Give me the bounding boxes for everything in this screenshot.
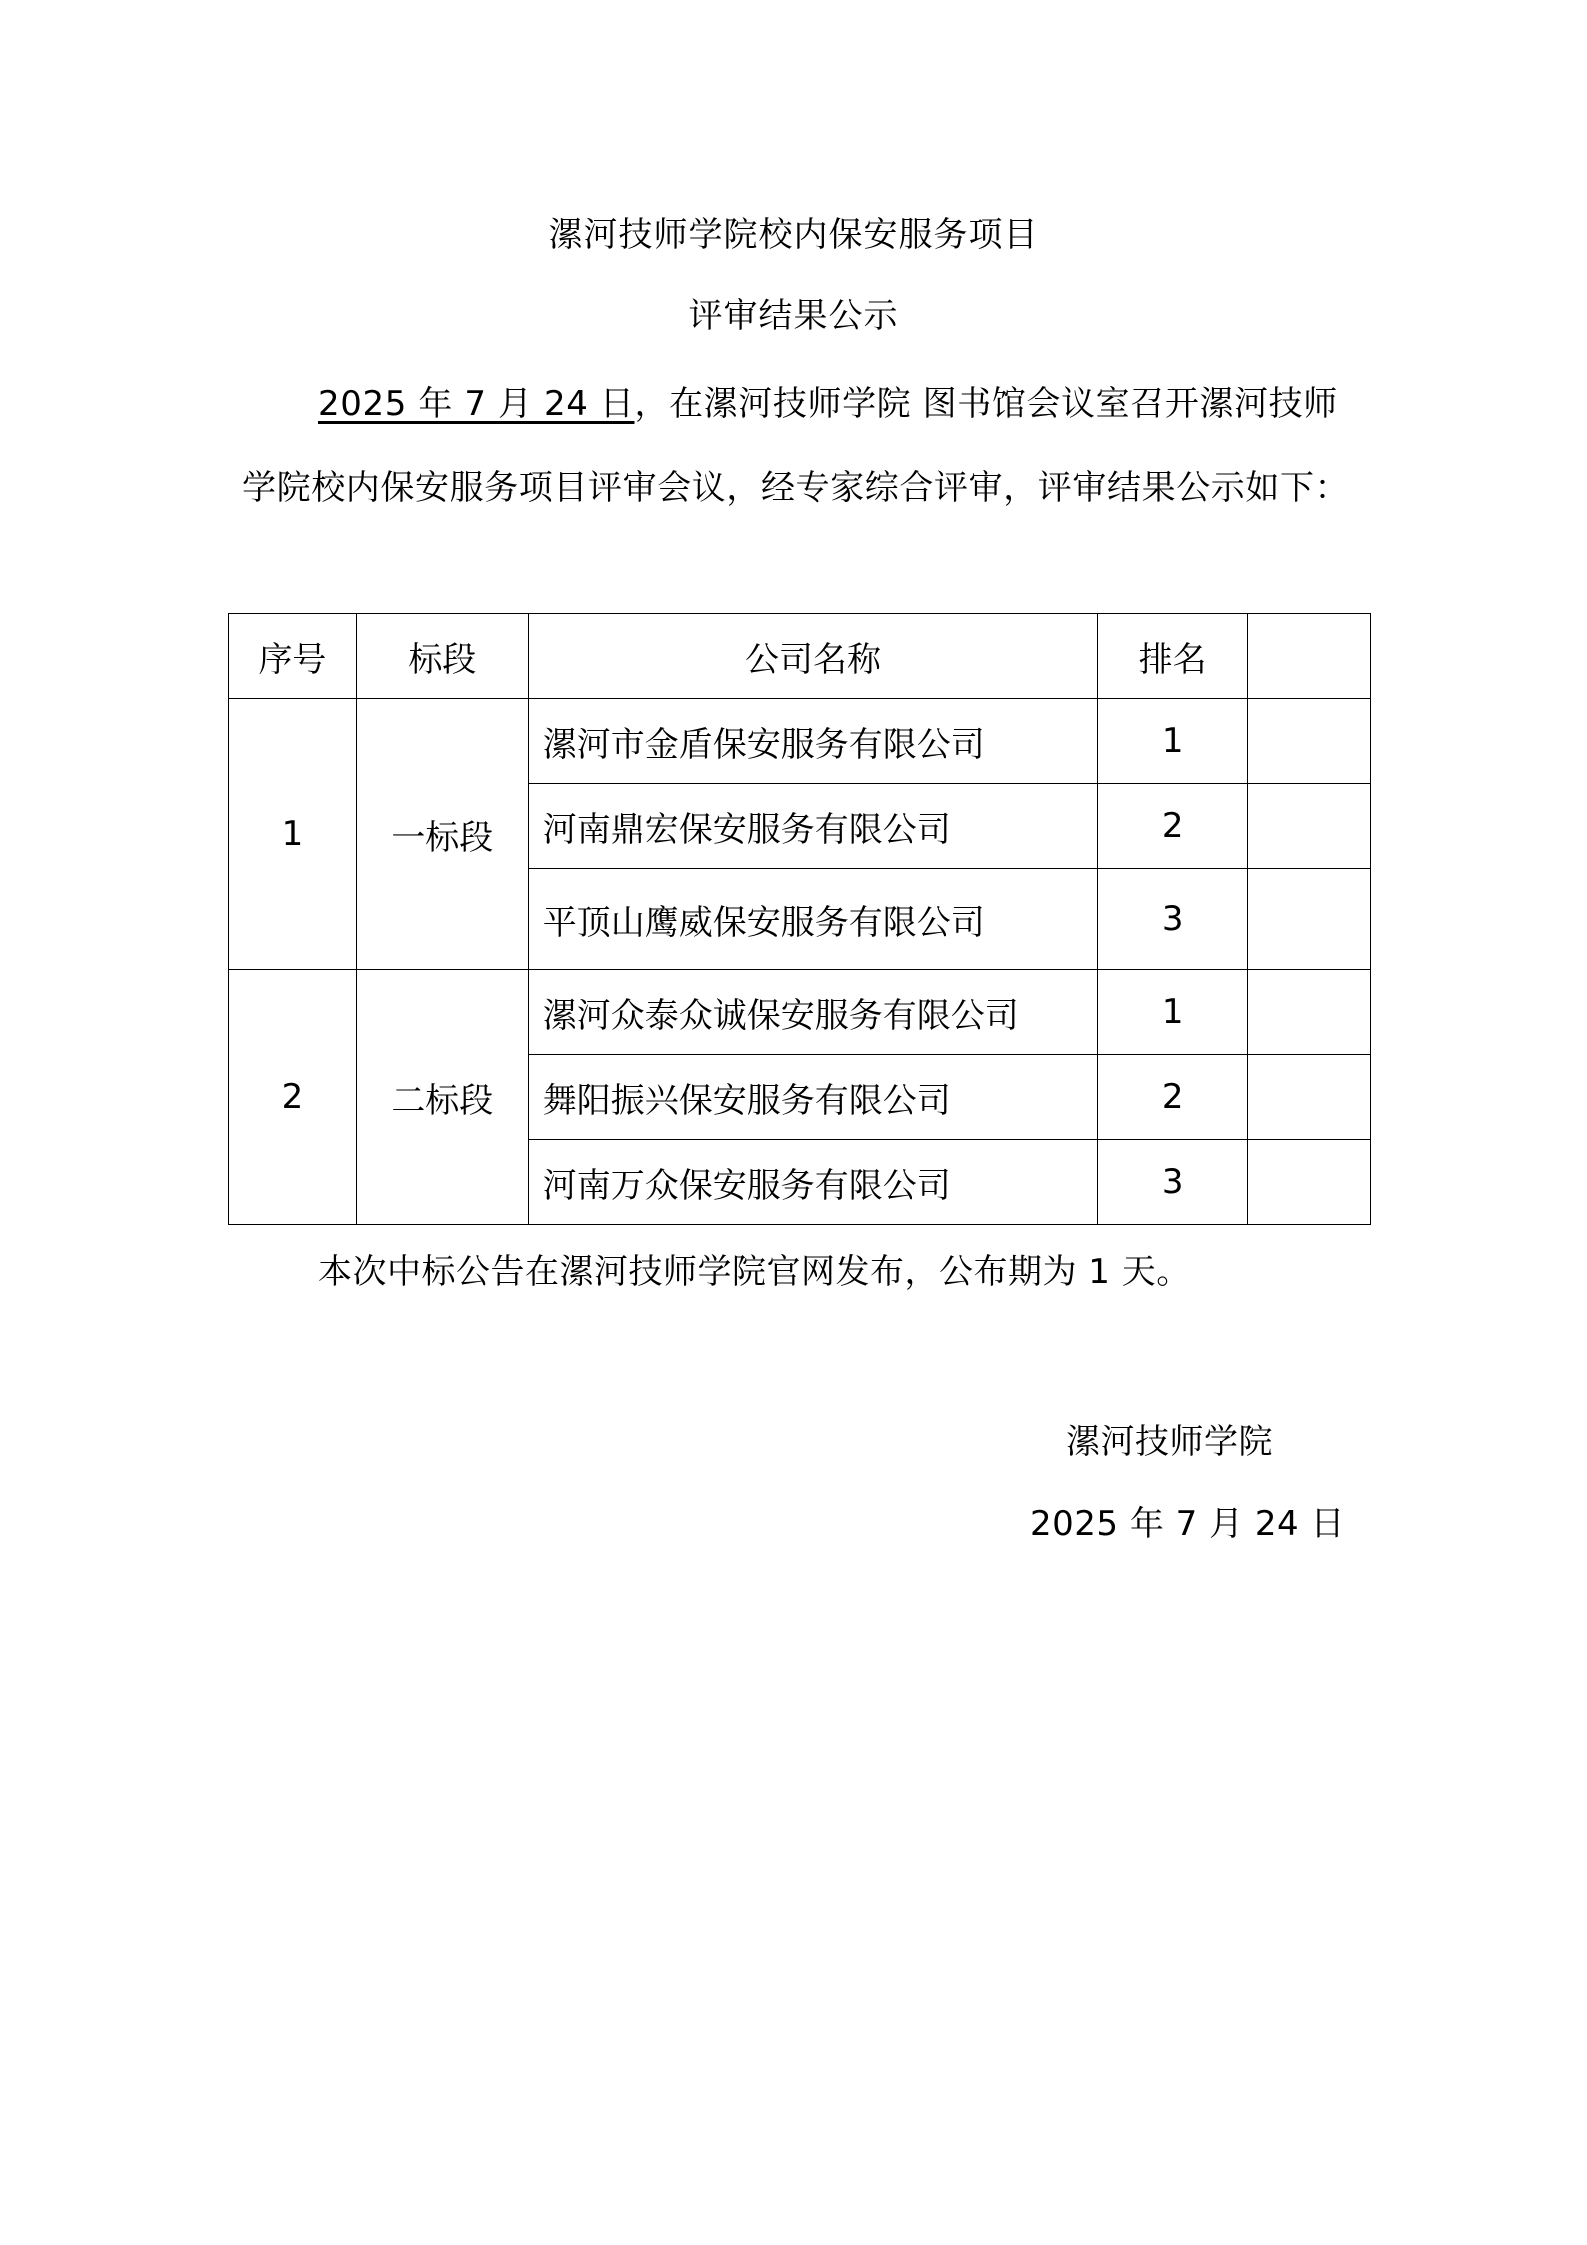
results-table [228, 613, 1371, 1225]
table-header-row [229, 614, 1371, 699]
blank-cell [1248, 1140, 1371, 1225]
group-section: 一标段 [356, 699, 528, 970]
blank-cell [1248, 970, 1371, 1055]
header-company: 公司名称 [528, 614, 1097, 699]
company-rank: 3 [1098, 869, 1248, 970]
blank-cell [1248, 699, 1371, 784]
company-rank: 2 [1098, 1055, 1248, 1140]
intro-paragraph [242, 362, 1362, 530]
document-title: 漯河技师学院校内保安服务项目 [548, 215, 1039, 255]
company-name: 舞阳振兴保安服务有限公司 [528, 1055, 1097, 1140]
header-blank [1248, 614, 1371, 699]
company-rank: 1 [1098, 970, 1248, 1055]
signature-date: 2025 年 7 月 24 日 [1030, 1504, 1345, 1544]
company-name: 平顶山鹰威保安服务有限公司 [528, 869, 1097, 970]
company-rank: 3 [1098, 1140, 1248, 1225]
group-seq: 2 [229, 970, 357, 1225]
meeting-date: 2025 年 7 月 24 日 [318, 384, 635, 424]
intro-text: ，在漯河技师学院 图书馆会议室召开漯河技师学院校内保安服务项目评审会议，经专家综合评审，评审结果公示如下： [242, 384, 1350, 508]
blank-cell [1248, 1055, 1371, 1140]
company-name: 河南万众保安服务有限公司 [528, 1140, 1097, 1225]
header-seq: 序号 [229, 614, 357, 699]
company-rank: 1 [1098, 699, 1248, 784]
table-row [229, 699, 1371, 784]
blank-cell [1248, 869, 1371, 970]
table-row [229, 970, 1371, 1055]
company-rank: 2 [1098, 784, 1248, 869]
publication-note: 本次中标公告在漯河技师学院官网发布，公布期为 1 天。 [318, 1252, 1191, 1292]
company-name: 漯河市金盾保安服务有限公司 [528, 699, 1097, 784]
blank-cell [1248, 784, 1371, 869]
header-rank: 排名 [1098, 614, 1248, 699]
group-seq: 1 [229, 699, 357, 970]
document-subtitle: 评审结果公示 [688, 296, 899, 336]
header-section: 标段 [356, 614, 528, 699]
company-name: 河南鼎宏保安服务有限公司 [528, 784, 1097, 869]
group-section: 二标段 [356, 970, 528, 1225]
company-name: 漯河众泰众诚保安服务有限公司 [528, 970, 1097, 1055]
signature-organization: 漯河技师学院 [1066, 1422, 1273, 1462]
